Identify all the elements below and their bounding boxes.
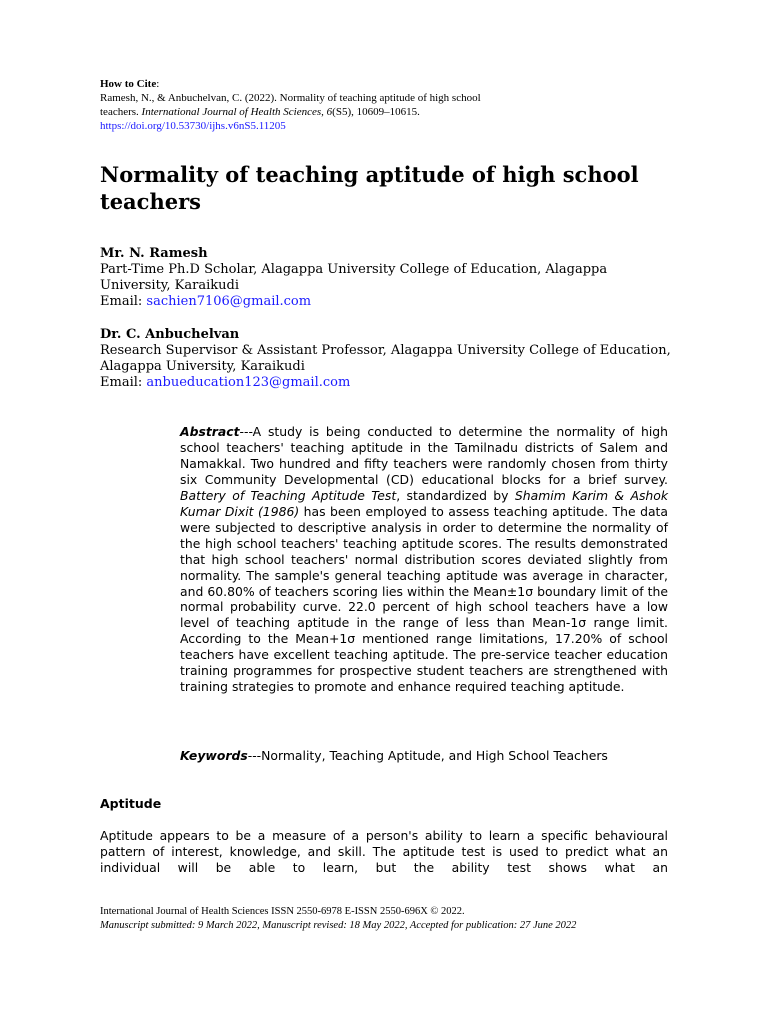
author-name: Dr. C. Anbuchelvan bbox=[100, 327, 240, 342]
footer-journal-line: International Journal of Health Sciences ISSN 2550-6978 E-ISSN 2550-696X © 2022. bbox=[100, 906, 465, 917]
abstract-test-name: Battery of Teaching Aptitude Test bbox=[180, 487, 397, 503]
author-email-link[interactable]: anbueducation123@gmail.com bbox=[146, 375, 351, 390]
author-block bbox=[100, 246, 680, 310]
abstract-text-part-1: ---A study is being conducted to determine the normality of high school teachers' teaching aptitude in the Tamilnadu districts of Salem and Namakkal. Two hundred and fifty teachers were randomly chosen from thirty six Community Developmental (CD) educational blocks for a brief survey. bbox=[180, 424, 668, 487]
body-paragraph: Aptitude appears to be a measure of a person's ability to learn a specific behavioural pattern of interest, knowledge, and skill. The aptitude test is used to predict what an individual will be able to learn, but the ability test shows what an bbox=[100, 828, 668, 875]
author-email-line bbox=[100, 375, 680, 391]
keywords-lead: Keywords bbox=[180, 748, 248, 763]
citation-line-2-start: teachers. bbox=[100, 106, 142, 118]
author-block bbox=[100, 327, 680, 391]
abstract-text-part-3: has been employed to assess teaching aptitude. The data were subjected to descriptive analysis in order to determine the normality of the high school teachers' teaching aptitude scores. The results demonstrated that high school teachers' normal distribution scores deviated slightly from normality. The sample's general teaching aptitude was average in character, and 60.80% of teachers scoring lies within the Mean±1σ boundary limit of the normal probability curve. 22.0 percent of high school teachers have a low level of teaching aptitude in the range of less than Mean-1σ range limit. According to the Mean+1σ mentioned range limitations, 17.20% of school teachers have excellent teaching aptitude. The pre-service teacher education training programmes for prospective student teachers are strengthened with training strategies to promote and enhance required teaching aptitude. bbox=[180, 503, 668, 695]
keywords bbox=[180, 748, 680, 764]
citation-colon: : bbox=[156, 78, 160, 90]
author-email-line bbox=[100, 294, 680, 310]
page-footer bbox=[100, 905, 680, 933]
abstract-test-authors: Shamim Karim & Ashok Kumar Dixit (1986) bbox=[180, 487, 669, 519]
author-affiliation: Research Supervisor & Assistant Professor, Alagappa University College of Education, Alagappa University, Karaikudi bbox=[100, 343, 671, 374]
citation-journal: International Journal of Health Sciences, 6 bbox=[141, 106, 333, 118]
citation-line-2-end: (S5), 10609–10615. bbox=[332, 106, 420, 118]
citation-doi-link[interactable]: https://doi.org/10.53730/ijhs.v6nS5.11205 bbox=[100, 120, 286, 132]
author-email-link[interactable]: sachien7106@gmail.com bbox=[146, 294, 312, 309]
citation-line-1: Ramesh, N., & Anbuchelvan, C. (2022). Normality of teaching aptitude of high school bbox=[100, 92, 481, 104]
keywords-text: ---Normality, Teaching Aptitude, and High School Teachers bbox=[247, 748, 608, 763]
citation-line-2 bbox=[100, 105, 680, 119]
citation-label: How to Cite bbox=[100, 78, 157, 90]
abstract-text-part-2: , standardized by bbox=[396, 487, 515, 503]
citation-heading bbox=[100, 77, 680, 91]
abstract bbox=[180, 424, 668, 695]
footer-manuscript-dates: Manuscript submitted: 9 March 2022, Manuscript revised: 18 May 2022, Accepted for publication: 27 June 2022 bbox=[100, 920, 577, 931]
author-affiliation: Part-Time Ph.D Scholar, Alagappa University College of Education, Alagappa University, Karaikudi bbox=[100, 262, 608, 293]
author-name: Mr. N. Ramesh bbox=[100, 246, 208, 261]
author-email-label: Email: bbox=[100, 375, 147, 390]
abstract-lead: Abstract bbox=[180, 424, 240, 439]
citation-block bbox=[100, 77, 680, 133]
paper-title: Normality of teaching aptitude of high school teachers bbox=[100, 162, 639, 214]
author-email-label: Email: bbox=[100, 294, 147, 309]
section-heading: Aptitude bbox=[100, 796, 162, 811]
